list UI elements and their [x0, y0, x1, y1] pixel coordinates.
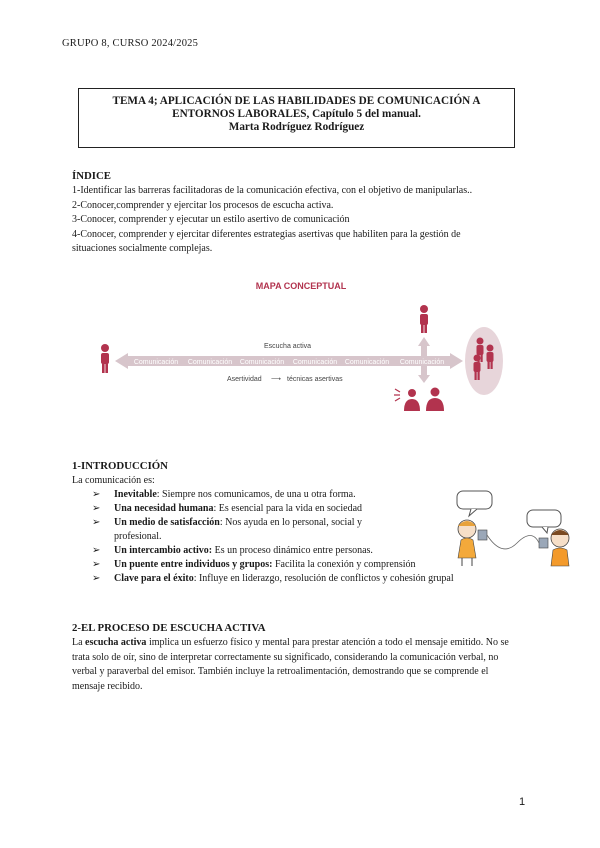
bullet-term: Clave para el éxito: [114, 573, 194, 584]
bullet-term: Inevitable: [114, 489, 157, 500]
arrow-word: Comunicación: [133, 359, 179, 366]
para-term: escucha activa: [85, 637, 147, 648]
bullet-term: Un puente entre individuos y grupos:: [114, 559, 273, 570]
bullet-text: Es un proceso dinámico entre personas.: [212, 545, 373, 556]
group-circle-icon: [465, 327, 503, 395]
indice-item: 1-Identificar las barreras facilitadoras de la comunicación efectiva, con el objetivo de manipularlas..: [72, 185, 473, 196]
indice-list: [72, 184, 542, 257]
indice-item: 2-Conocer,comprender y ejercitar los procesos de escucha activa.: [72, 199, 334, 211]
label-escucha-activa: Escucha activa: [264, 343, 312, 350]
intro-bullet-list: [92, 488, 472, 586]
title-line-1: TEMA 4; APLICACIÓN DE LAS HABILIDADES DE COMUNICACIÓN A: [112, 95, 481, 107]
intro-lead: La comunicación es:: [72, 475, 155, 486]
indice-item: 4-Conocer, comprender y ejercitar diferentes estrategias asertivas que habiliten para la gestión de: [72, 228, 461, 240]
kids-tin-can-phone-illustration: [447, 488, 582, 568]
para-text: La: [72, 637, 86, 648]
bullet-term: Una necesidad humana: [114, 503, 214, 514]
arrow-up-icon: [418, 337, 430, 356]
list-item: [92, 558, 417, 572]
running-header: GRUPO 8, CURSO 2024/2025: [62, 38, 199, 49]
indice-heading: ÍNDICE: [72, 170, 111, 182]
bullet-arrow-icon: ➢: [92, 573, 101, 584]
intro-heading: 1-INTRODUCCIÓN: [72, 460, 168, 472]
bullet-arrow-icon: ➢: [92, 503, 101, 514]
title-box: [78, 88, 515, 148]
tin-can-icon: [478, 530, 548, 548]
concept-map-title: MAPA CONCEPTUAL: [255, 281, 347, 291]
bullet-arrow-icon: ➢: [92, 489, 101, 500]
title-line-2: ENTORNOS LABORALES, Capítulo 5 del manual.: [172, 108, 421, 120]
label-tecnicas-asertivas: técnicas asertivas: [287, 376, 343, 383]
bullet-text: Facilita la conexión y comprensión: [272, 559, 416, 570]
author-name: Marta Rodríguez Rodríguez: [228, 121, 365, 133]
label-asertividad: Asertividad: [227, 376, 262, 383]
label-arrow: ⟶: [271, 376, 282, 383]
bullet-text: : Es esencial para la vida en sociedad: [213, 503, 363, 514]
bullet-text: : Nos ayuda en lo personal, social y profesional.: [114, 517, 363, 542]
indice-item: 3-Conocer, comprender y ejecutar un estilo asertivo de comunicación: [72, 214, 350, 225]
string-line: [487, 535, 539, 549]
person-top-icon: [420, 305, 428, 333]
list-item: [92, 488, 472, 502]
arrow-word: Comunicación: [399, 359, 445, 366]
arrow-word: Comunicación: [344, 359, 390, 366]
bullet-arrow-icon: ➢: [92, 559, 101, 570]
child-right-icon: [551, 529, 569, 566]
para-text: implica un esfuerzo físico y mental para prestar atención a todo el mensaje emitido. No se trata solo de oír, sino de interpretar correctamente su significado, considerando la comunicación verbal, no verbal y paraverbal del emisor. También incluye la retroalimentación, demostrando que se comprende el mensaje recibido.: [72, 637, 509, 692]
bullet-arrow-icon: ➢: [92, 545, 101, 556]
concept-map-figure: [88, 275, 508, 427]
arrow-word: Comunicación: [187, 359, 233, 366]
list-item: [92, 572, 512, 586]
arrow-word: Comunicación: [239, 359, 285, 366]
arrow-word: Comunicación: [292, 359, 338, 366]
section2-paragraph: [72, 636, 512, 694]
bullet-text: : Siempre nos comunicamos, de una u otra forma.: [156, 489, 356, 500]
child-left-icon: [458, 520, 476, 566]
bullet-text: : Influye en liderazgo, resolución de conflictos y cohesión grupal: [193, 573, 454, 584]
bullet-term: Un intercambio activo:: [114, 545, 213, 556]
bullet-arrow-icon: ➢: [92, 517, 101, 528]
people-talking-icon: [394, 388, 444, 412]
page-number: 1: [519, 796, 526, 808]
arrow-down-icon: [418, 366, 430, 383]
list-item: [92, 516, 402, 544]
indice-item: situaciones socialmente complejas.: [72, 243, 213, 254]
list-item: [92, 502, 472, 516]
bullet-term: Un medio de satisfacción: [114, 517, 220, 528]
person-left-icon: [101, 344, 109, 373]
section2-heading: 2-EL PROCESO DE ESCUCHA ACTIVA: [72, 622, 266, 634]
list-item: [92, 544, 472, 558]
